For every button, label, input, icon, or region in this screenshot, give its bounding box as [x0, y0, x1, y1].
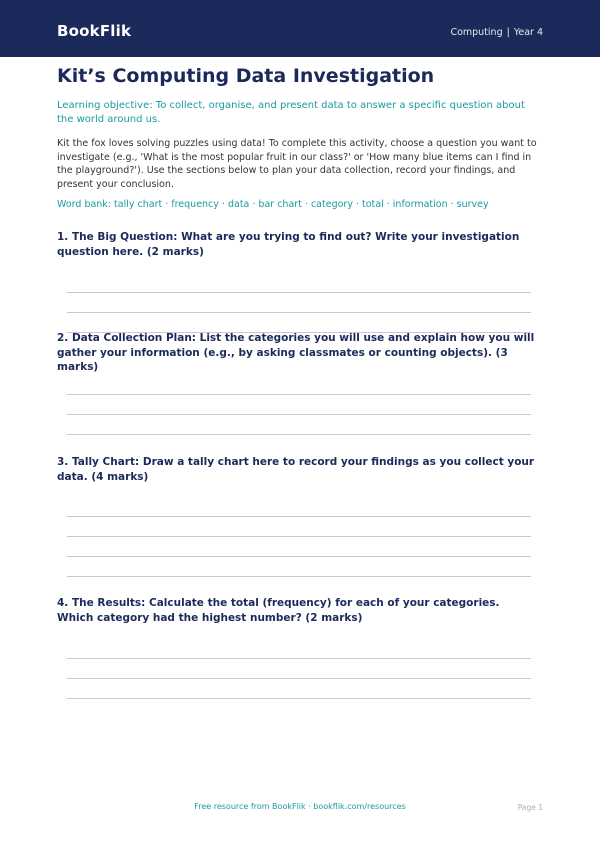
subject-label: Computing: [450, 27, 503, 38]
answer-line[interactable]: [67, 658, 531, 659]
header-meta: [450, 27, 543, 38]
word-bank: Word bank: tally chart · frequency · data · bar chart · category · total · information · survey: [57, 199, 489, 210]
answer-line[interactable]: [67, 576, 531, 577]
answer-line[interactable]: [67, 414, 531, 415]
answer-line[interactable]: [67, 394, 531, 395]
question-2: 2. Data Collection Plan: List the categories you will use and explain how you will gather your information (e.g., by asking classmates or counting objects). (3 marks): [57, 332, 535, 373]
answer-line[interactable]: [67, 698, 531, 699]
brand-logo[interactable]: BookFlik: [57, 22, 132, 40]
question-1: 1. The Big Question: What are you trying to find out? Write your investigation question here. (2 marks): [57, 231, 520, 258]
question-4: 4. The Results: Calculate the total (frequency) for each of your categories. Which category had the highest number? (2 marks): [57, 597, 500, 624]
answer-line[interactable]: [67, 292, 531, 293]
meta-separator: |: [506, 27, 510, 38]
answer-line[interactable]: [67, 678, 531, 679]
header-bar: [0, 0, 600, 57]
answer-line[interactable]: [67, 312, 531, 313]
answer-line[interactable]: [67, 536, 531, 537]
page-number: Page 1: [517, 803, 543, 812]
page-title: Kit’s Computing Data Investigation: [57, 65, 435, 87]
learning-objective: Learning objective: To collect, organise, and present data to answer a specific question about the world around us.: [57, 100, 525, 125]
intro-paragraph: Kit the fox loves solving puzzles using data! To complete this activity, choose a question you want to investigate (e.g., 'What is the most popular fruit in our class?' or 'How many blue items can I find in the playground?'). Use the sections below to plan your data collection, record your findings, and present your conclusion.: [57, 138, 537, 191]
answer-line[interactable]: [67, 516, 531, 517]
answer-line[interactable]: [67, 556, 531, 557]
answer-line[interactable]: [67, 434, 531, 435]
year-label: Year 4: [513, 27, 543, 38]
question-3: 3. Tally Chart: Draw a tally chart here to record your findings as you collect your data. (4 marks): [57, 456, 535, 483]
footer-resource-link[interactable]: Free resource from BookFlik · bookflik.com/resources: [194, 802, 406, 811]
